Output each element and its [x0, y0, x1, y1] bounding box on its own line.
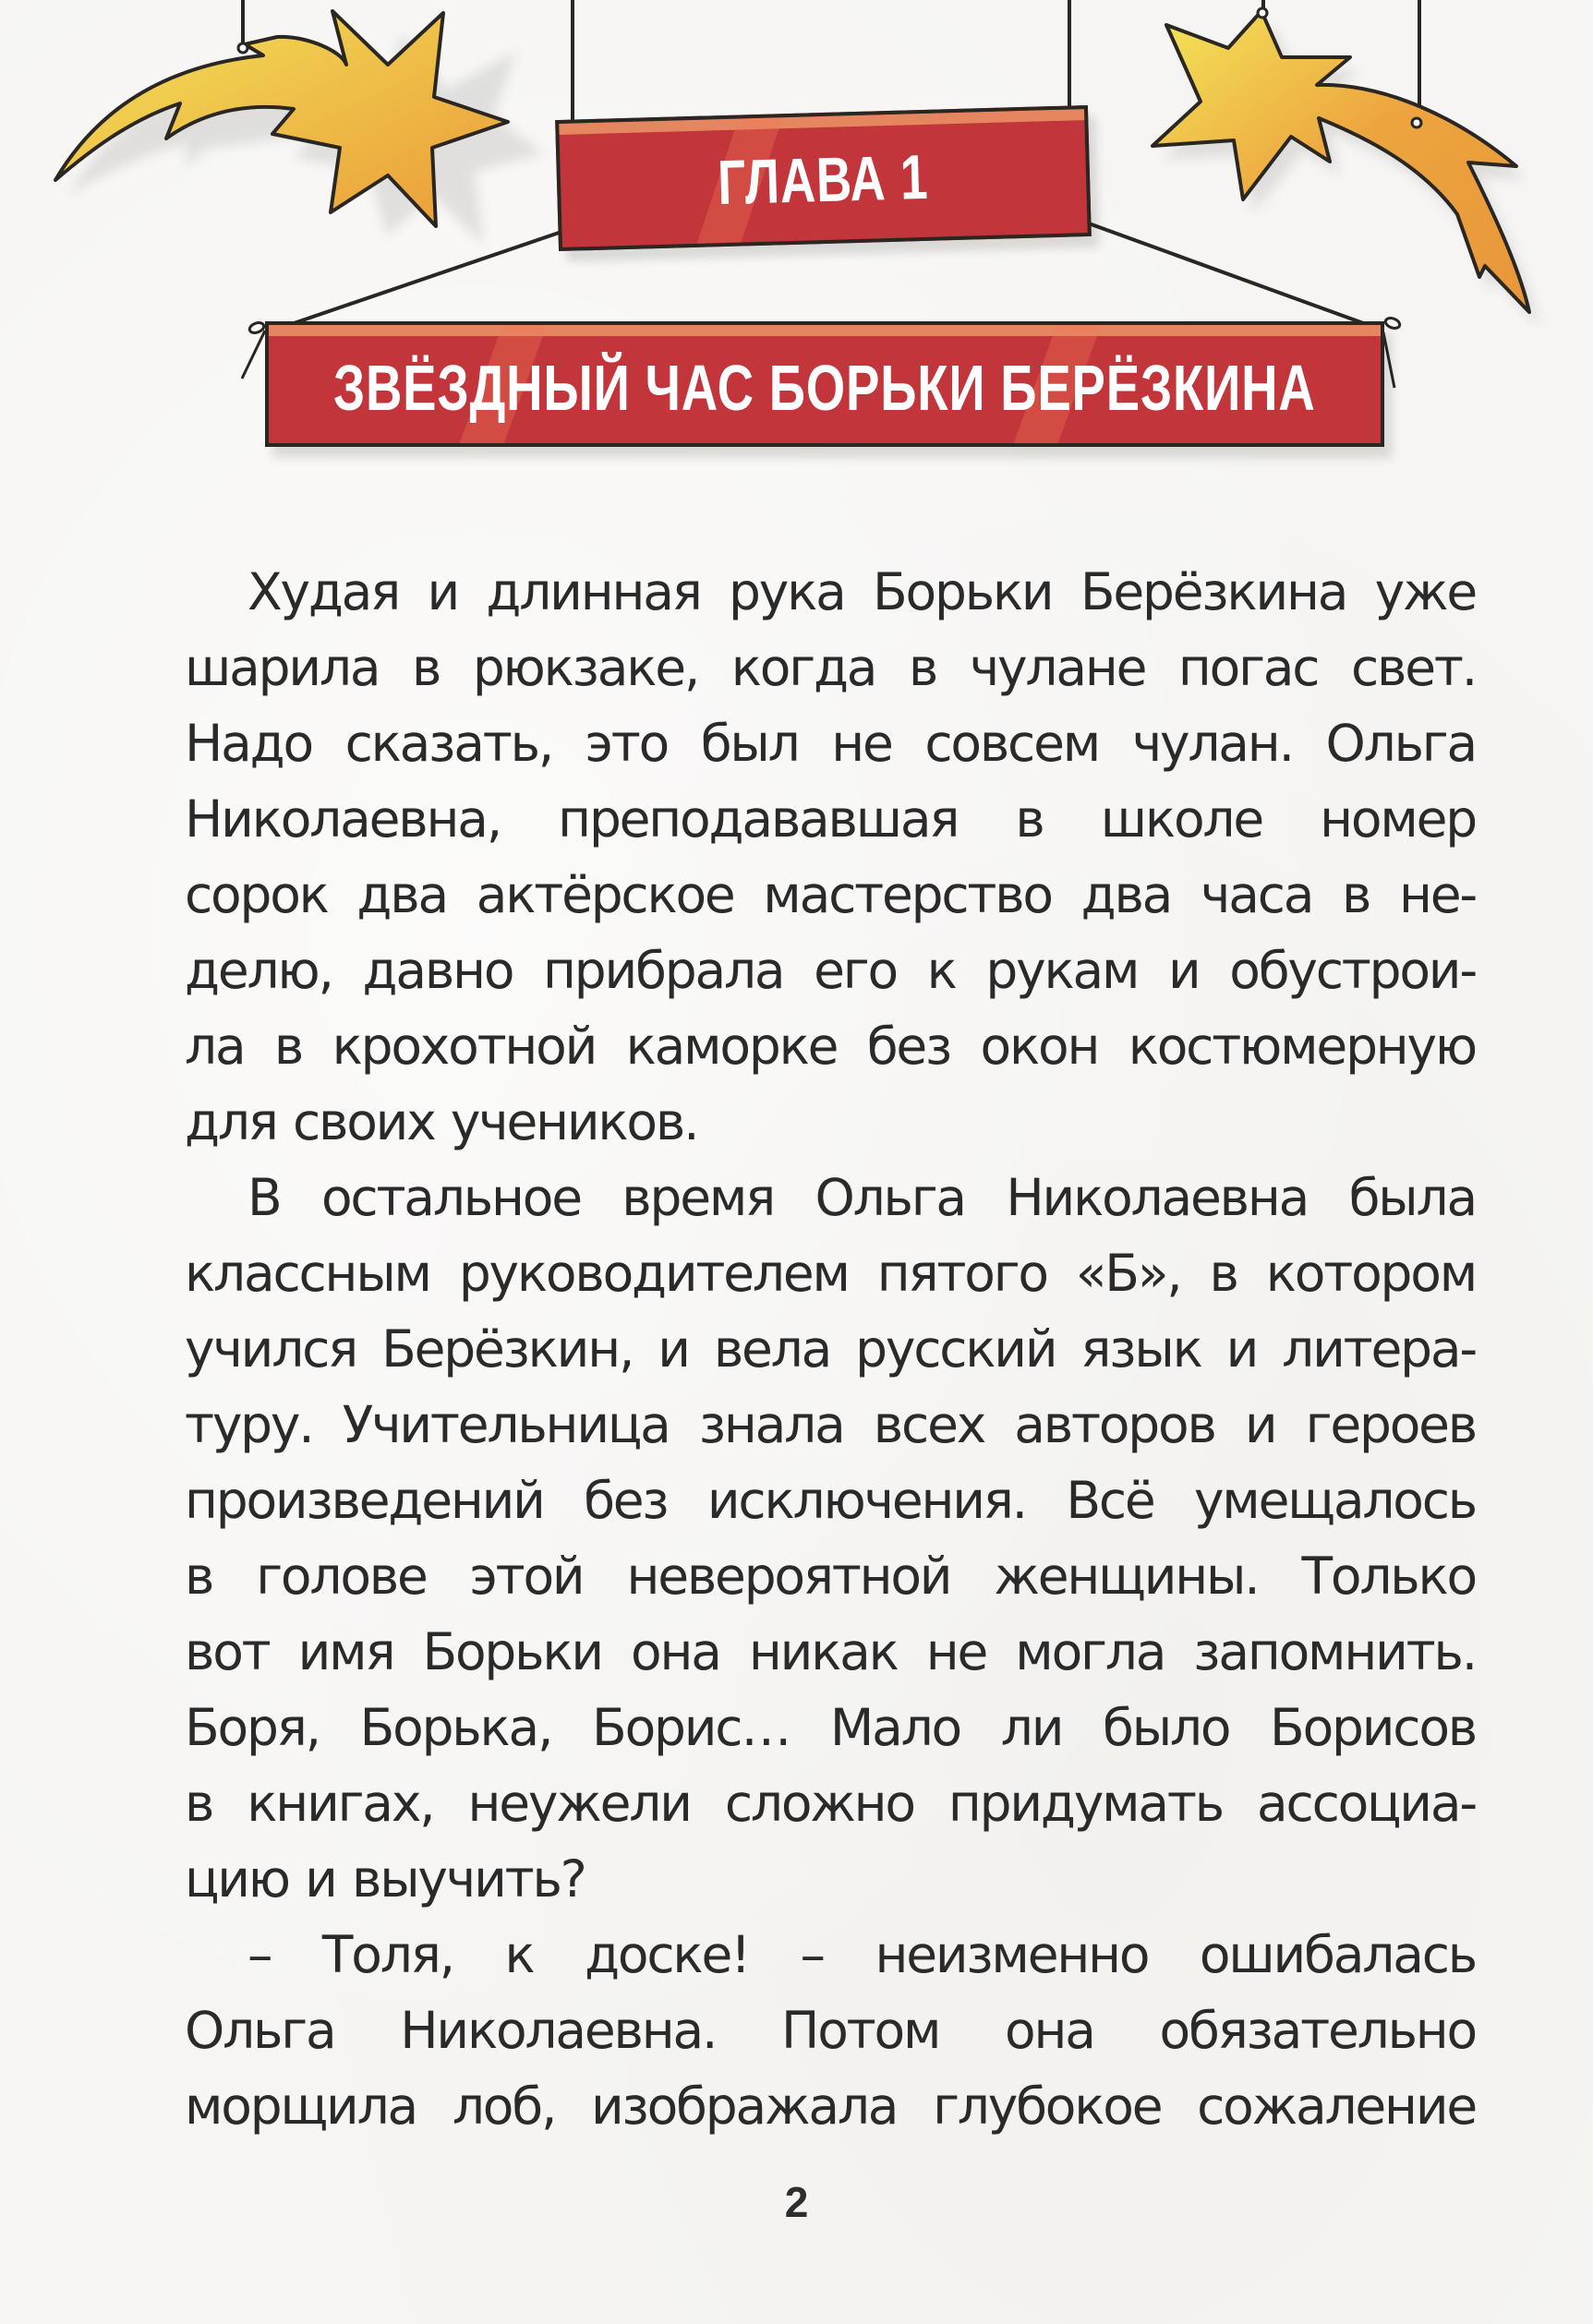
text-line: морщила лоб, изображала глубокое сожаление — [185, 2077, 1476, 2136]
text-line: шарила в рюкзаке, когда в чулане погас свет. — [185, 638, 1476, 697]
text-line: ла в крохотной каморке без окон костюмерную — [185, 1017, 1476, 1076]
text-line: туру. Учительница знала всех авторов и героев — [185, 1395, 1476, 1454]
ribbon-bow-left-icon — [242, 321, 265, 379]
text-line: Надо сказать, это был не совсем чулан. Ольга — [185, 714, 1476, 773]
text-line: делю, давно прибрала его к рукам и обустрои- — [185, 941, 1476, 1000]
text-line: вот имя Борьки она никак не могла запомнить. — [185, 1622, 1476, 1681]
text-line: Ольга Николаевна. Потом она обязательно — [185, 2001, 1476, 2060]
text-line: сорок два актёрское мастерство два часа в не- — [185, 865, 1476, 924]
text-line: цию и выучить? — [185, 1849, 585, 1909]
text-line: произведений без исключения. Всё умещалось — [185, 1471, 1476, 1530]
text-line: учился Берёзкин, и вела русский язык и литера- — [185, 1319, 1476, 1379]
ribbon-bow-right-icon — [1383, 317, 1401, 388]
text-line: классным руководителем пятого «Б», в котором — [185, 1244, 1476, 1303]
text-line: В остальное время Ольга Николаевна была — [247, 1168, 1476, 1227]
text-line: в голове этой невероятной женщины. Только — [185, 1547, 1476, 1606]
text-line: для своих учеников. — [185, 1092, 698, 1151]
text-line: – Толя, к доске! – неизменно ошибалась — [247, 1925, 1476, 1984]
text-line: Боря, Борька, Борис… Мало ли было Борисов — [185, 1698, 1476, 1757]
page-body-text — [185, 554, 1476, 2144]
text-line: Николаевна, преподававшая в школе номер — [185, 789, 1476, 849]
chapter-header-illustration — [0, 0, 1593, 480]
chapter-title: ЗВЁЗДНЫЙ ЧАС БОРЬКИ БЕРЁЗКИНА — [333, 352, 1316, 424]
chapter-number-banner — [555, 105, 1092, 251]
chapter-title-banner — [265, 321, 1384, 447]
page-number: 2 — [784, 2178, 809, 2226]
text-line: Худая и длинная рука Борьки Берёзкина уже — [247, 562, 1476, 621]
chapter-number: ГЛАВА 1 — [717, 141, 930, 219]
text-line: в книгах, неужели сложно придумать ассоциа- — [185, 1774, 1476, 1833]
